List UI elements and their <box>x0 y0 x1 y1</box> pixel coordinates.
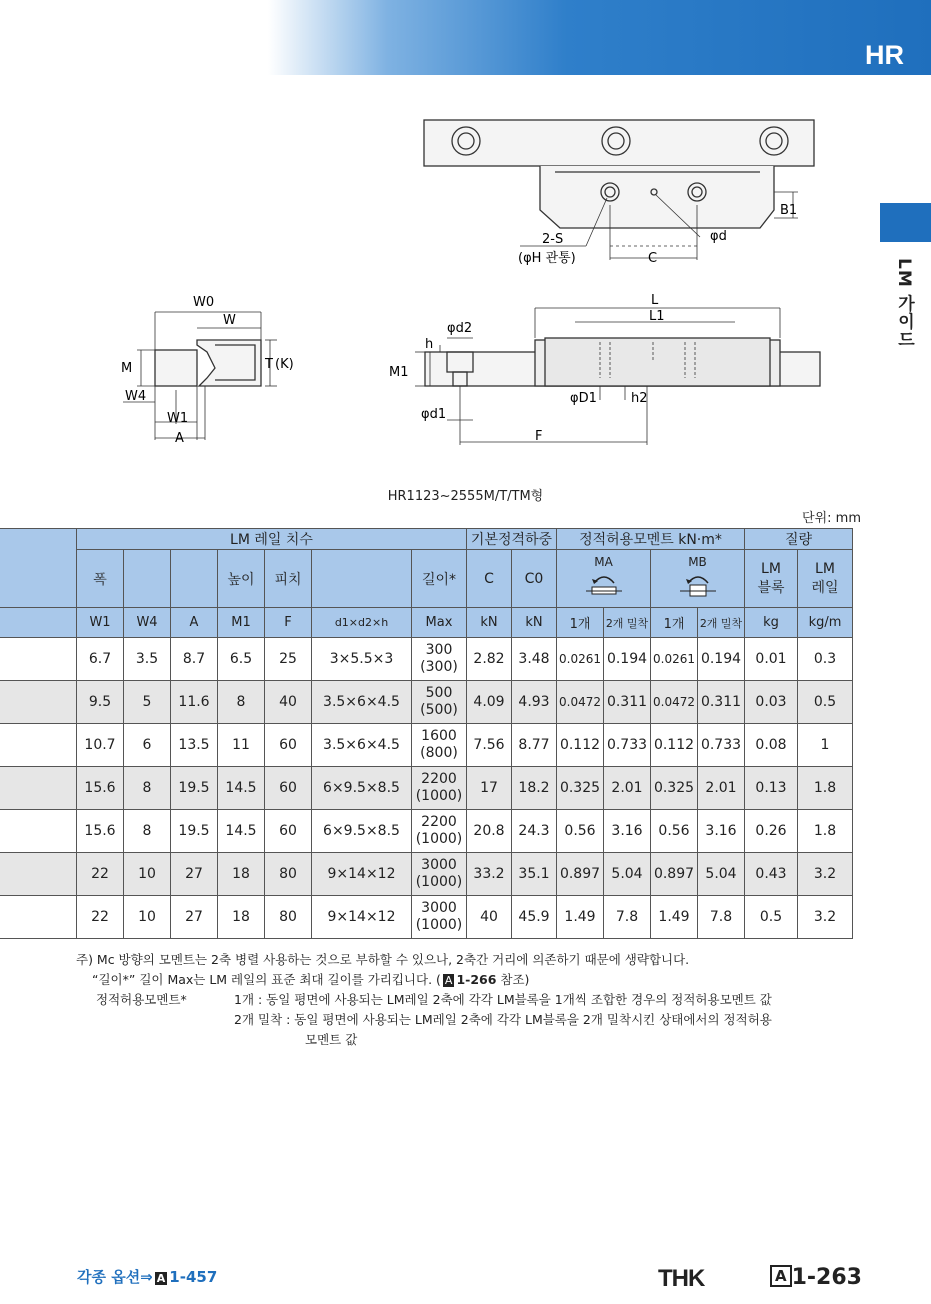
label-w1: W1 <box>167 411 189 426</box>
unit-cell: 1개 <box>557 608 604 638</box>
cell-f: 25 <box>265 638 312 681</box>
cell-max: 2200 (1000) <box>412 767 467 810</box>
unit-cell: A <box>171 608 218 638</box>
cell-blk: 0.08 <box>745 724 798 767</box>
cell-d: 3×5.5×3 <box>312 638 412 681</box>
unit-cell: W1 <box>77 608 124 638</box>
cell-max: 2200 (1000) <box>412 810 467 853</box>
table-row <box>0 681 853 724</box>
cell-blk: 0.13 <box>745 767 798 810</box>
thk-logo: THK <box>658 1265 705 1292</box>
table-row <box>0 853 853 896</box>
cell-mb1: 0.56 <box>651 810 698 853</box>
cell-mb2: 3.16 <box>698 810 745 853</box>
table-row <box>0 810 853 853</box>
cell-ma1: 1.49 <box>557 896 604 939</box>
side-tab-marker <box>880 203 931 242</box>
section-title: HR <box>865 40 904 70</box>
label-h: h <box>425 337 434 352</box>
cell-f: 60 <box>265 767 312 810</box>
diagram-caption: HR1123~2555M/T/TM형 <box>387 489 544 504</box>
cell-mb1: 1.49 <box>651 896 698 939</box>
cell-mb1: 0.325 <box>651 767 698 810</box>
cell-f: 80 <box>265 896 312 939</box>
label-phi-d: φd <box>710 229 727 244</box>
label-phi-h: (φH 관통) <box>518 251 576 266</box>
cell-ma1: 0.325 <box>557 767 604 810</box>
unit-cell: kN <box>512 608 557 638</box>
cell-rail: 1.8 <box>798 810 853 853</box>
unit-label: 단위: mm <box>802 511 861 526</box>
spec-table <box>0 528 853 939</box>
label-w0: W0 <box>193 295 215 310</box>
cell-ma2: 5.04 <box>604 853 651 896</box>
cell-rail: 1.8 <box>798 767 853 810</box>
cell-rail: 0.5 <box>798 681 853 724</box>
cell-a: 27 <box>171 896 218 939</box>
cell-a: 11.6 <box>171 681 218 724</box>
moment-group-header: 정적허용모멘트 kN·m* <box>557 529 745 550</box>
side-view-diagram <box>385 290 825 450</box>
cell-d: 9×14×12 <box>312 896 412 939</box>
cell-f: 60 <box>265 810 312 853</box>
cell-mb2: 5.04 <box>698 853 745 896</box>
cell-ma1: 0.0261 <box>557 638 604 681</box>
cell-w1: 15.6 <box>77 810 124 853</box>
label-2s: 2-S <box>542 232 564 247</box>
label-k: (K) <box>275 357 294 372</box>
cell-a: 13.5 <box>171 724 218 767</box>
unit-cell: kN <box>467 608 512 638</box>
cell-c: 7.56 <box>467 724 512 767</box>
cross-section-diagram <box>115 290 294 450</box>
cell-c: 40 <box>467 896 512 939</box>
note-line-2: “길이*” 길이 Max는 LM 레일의 표준 최대 길이를 가리킵니다. ( A 1-266 참조) <box>92 972 530 987</box>
cell-w4: 8 <box>124 810 171 853</box>
cell-max: 500 (500) <box>412 681 467 724</box>
cell-mb2: 0.194 <box>698 638 745 681</box>
cell-w1: 15.6 <box>77 767 124 810</box>
note-line-4: 2개 밀착 : 동일 평면에 사용되는 LM레일 2축에 각각 LM블록을 2개 밀착시킨 상태에서의 정적허용 <box>234 1012 772 1027</box>
rail-mass-header: LM 레일 <box>798 550 853 608</box>
cell-m1: 14.5 <box>218 767 265 810</box>
label-t: T <box>265 357 273 372</box>
cell-blk: 0.03 <box>745 681 798 724</box>
ma-rotation-icon <box>582 569 626 599</box>
c0-header: C0 <box>512 550 557 608</box>
unit-cell: F <box>265 608 312 638</box>
cell-max: 3000 (1000) <box>412 896 467 939</box>
cell-blk: 0.26 <box>745 810 798 853</box>
label-phi-d2: φd2 <box>447 321 473 336</box>
cell-rail: 3.2 <box>798 853 853 896</box>
unit-cell: Max <box>412 608 467 638</box>
cell-max: 3000 (1000) <box>412 853 467 896</box>
cell-ma1: 0.0472 <box>557 681 604 724</box>
cell-c: 17 <box>467 767 512 810</box>
cell-mb1: 0.112 <box>651 724 698 767</box>
label-b1: B1 <box>780 203 798 218</box>
label-w: W <box>223 313 236 328</box>
table-row <box>0 724 853 767</box>
label-f: F <box>535 429 543 444</box>
cell-mb2: 2.01 <box>698 767 745 810</box>
notes <box>76 950 772 1050</box>
unit-cell: 2개 밀착 <box>698 608 745 638</box>
cell-w1: 22 <box>77 896 124 939</box>
cell-mb2: 0.311 <box>698 681 745 724</box>
cell-c0: 18.2 <box>512 767 557 810</box>
cell-ma2: 3.16 <box>604 810 651 853</box>
cell-m1: 18 <box>218 896 265 939</box>
cell-m1: 18 <box>218 853 265 896</box>
cell-f: 40 <box>265 681 312 724</box>
unit-cell: W4 <box>124 608 171 638</box>
options-link[interactable]: 각종 옵션⇒ A 1-457 <box>77 1268 218 1286</box>
length-header: 길이* <box>412 550 467 608</box>
cell-ma2: 2.01 <box>604 767 651 810</box>
cell-mb1: 0.0472 <box>651 681 698 724</box>
label-h2: h2 <box>631 391 648 406</box>
cell-mb2: 7.8 <box>698 896 745 939</box>
cell-rail: 1 <box>798 724 853 767</box>
unit-cell: kg <box>745 608 798 638</box>
page-number: A 1-263 <box>770 1265 862 1290</box>
height-header: 높이 <box>218 550 265 608</box>
cell-blk: 0.5 <box>745 896 798 939</box>
mb-header <box>651 550 745 608</box>
cell-w4: 3.5 <box>124 638 171 681</box>
label-l: L <box>651 293 659 308</box>
rail-group-header: LM 레일 치수 <box>77 529 467 550</box>
c-header: C <box>467 550 512 608</box>
cell-m1: 11 <box>218 724 265 767</box>
cell-ma2: 0.194 <box>604 638 651 681</box>
cell-c0: 8.77 <box>512 724 557 767</box>
cell-mb2: 0.733 <box>698 724 745 767</box>
cell-f: 80 <box>265 853 312 896</box>
note-line-1: 주) Mc 방향의 모멘트는 2축 병렬 사용하는 것으로 부하할 수 있으나, 2축간 거리에 의존하기 때문에 생략합니다. <box>76 952 690 967</box>
cell-w1: 9.5 <box>77 681 124 724</box>
load-group-header: 기본정격하중 <box>467 529 557 550</box>
cell-ma1: 0.112 <box>557 724 604 767</box>
label-m: M <box>121 361 133 376</box>
header-banner <box>268 0 931 75</box>
mb-rotation-icon <box>676 569 720 599</box>
label-l1: L1 <box>649 309 665 324</box>
cell-d: 9×14×12 <box>312 853 412 896</box>
cell-rail: 3.2 <box>798 896 853 939</box>
cell-w1: 22 <box>77 853 124 896</box>
cell-f: 60 <box>265 724 312 767</box>
cell-d: 3.5×6×4.5 <box>312 681 412 724</box>
cell-ma2: 0.733 <box>604 724 651 767</box>
cell-a: 8.7 <box>171 638 218 681</box>
unit-row <box>0 608 853 638</box>
model-col-header <box>0 529 77 608</box>
note-line-5: 모멘트 값 <box>305 1032 358 1047</box>
label-phi-d-cap: φD1 <box>570 391 597 406</box>
cell-c: 20.8 <box>467 810 512 853</box>
cell-c0: 45.9 <box>512 896 557 939</box>
cell-ma2: 0.311 <box>604 681 651 724</box>
cell-c: 2.82 <box>467 638 512 681</box>
cell-c: 4.09 <box>467 681 512 724</box>
cell-c0: 35.1 <box>512 853 557 896</box>
cell-ma1: 0.897 <box>557 853 604 896</box>
side-tab-label: LM 가이드 <box>894 258 914 349</box>
unit-cell: 2개 밀착 <box>604 608 651 638</box>
table-row <box>0 767 853 810</box>
ref-a-mark: A <box>444 974 453 987</box>
unit-cell: M1 <box>218 608 265 638</box>
cell-w4: 5 <box>124 681 171 724</box>
cell-d: 6×9.5×8.5 <box>312 810 412 853</box>
unit-cell: 1개 <box>651 608 698 638</box>
table-row <box>0 896 853 939</box>
cell-m1: 6.5 <box>218 638 265 681</box>
cell-d: 3.5×6×4.5 <box>312 724 412 767</box>
cell-a: 19.5 <box>171 767 218 810</box>
label-m1: M1 <box>389 365 409 380</box>
cell-a: 27 <box>171 853 218 896</box>
cell-c0: 4.93 <box>512 681 557 724</box>
mass-group-header: 질량 <box>745 529 853 550</box>
cell-d: 6×9.5×8.5 <box>312 767 412 810</box>
unit-cell: d1×d2×h <box>312 608 412 638</box>
cell-w4: 10 <box>124 896 171 939</box>
cell-ma1: 0.56 <box>557 810 604 853</box>
mb-label: MB <box>688 554 707 569</box>
cell-w4: 10 <box>124 853 171 896</box>
block-mass-header: LM 블록 <box>745 550 798 608</box>
cell-mb1: 0.0261 <box>651 638 698 681</box>
label-c: C <box>648 251 658 266</box>
label-a: A <box>175 431 184 446</box>
width-header: 폭 <box>77 550 124 608</box>
pitch-header: 피치 <box>265 550 312 608</box>
cell-rail: 0.3 <box>798 638 853 681</box>
cell-mb1: 0.897 <box>651 853 698 896</box>
cell-w1: 6.7 <box>77 638 124 681</box>
cell-blk: 0.01 <box>745 638 798 681</box>
table-row <box>0 638 853 681</box>
top-view-diagram <box>400 110 820 280</box>
note-line-3: 정적허용모멘트* 1개 : 동일 평면에 사용되는 LM레일 2축에 각각 LM블록을 1개씩 조합한 경우의 정적허용모멘트 값 <box>96 992 772 1007</box>
cell-w4: 8 <box>124 767 171 810</box>
cell-blk: 0.43 <box>745 853 798 896</box>
cell-a: 19.5 <box>171 810 218 853</box>
unit-cell: kg/m <box>798 608 853 638</box>
cell-c0: 24.3 <box>512 810 557 853</box>
cell-w4: 6 <box>124 724 171 767</box>
ma-label: MA <box>594 554 613 569</box>
cell-w1: 10.7 <box>77 724 124 767</box>
label-w4: W4 <box>125 389 147 404</box>
cell-m1: 14.5 <box>218 810 265 853</box>
cell-c: 33.2 <box>467 853 512 896</box>
cell-c0: 3.48 <box>512 638 557 681</box>
cell-m1: 8 <box>218 681 265 724</box>
cell-max: 1600 (800) <box>412 724 467 767</box>
cell-max: 300 (300) <box>412 638 467 681</box>
ma-header <box>557 550 651 608</box>
label-phi-d1: φd1 <box>421 407 447 422</box>
cell-ma2: 7.8 <box>604 896 651 939</box>
